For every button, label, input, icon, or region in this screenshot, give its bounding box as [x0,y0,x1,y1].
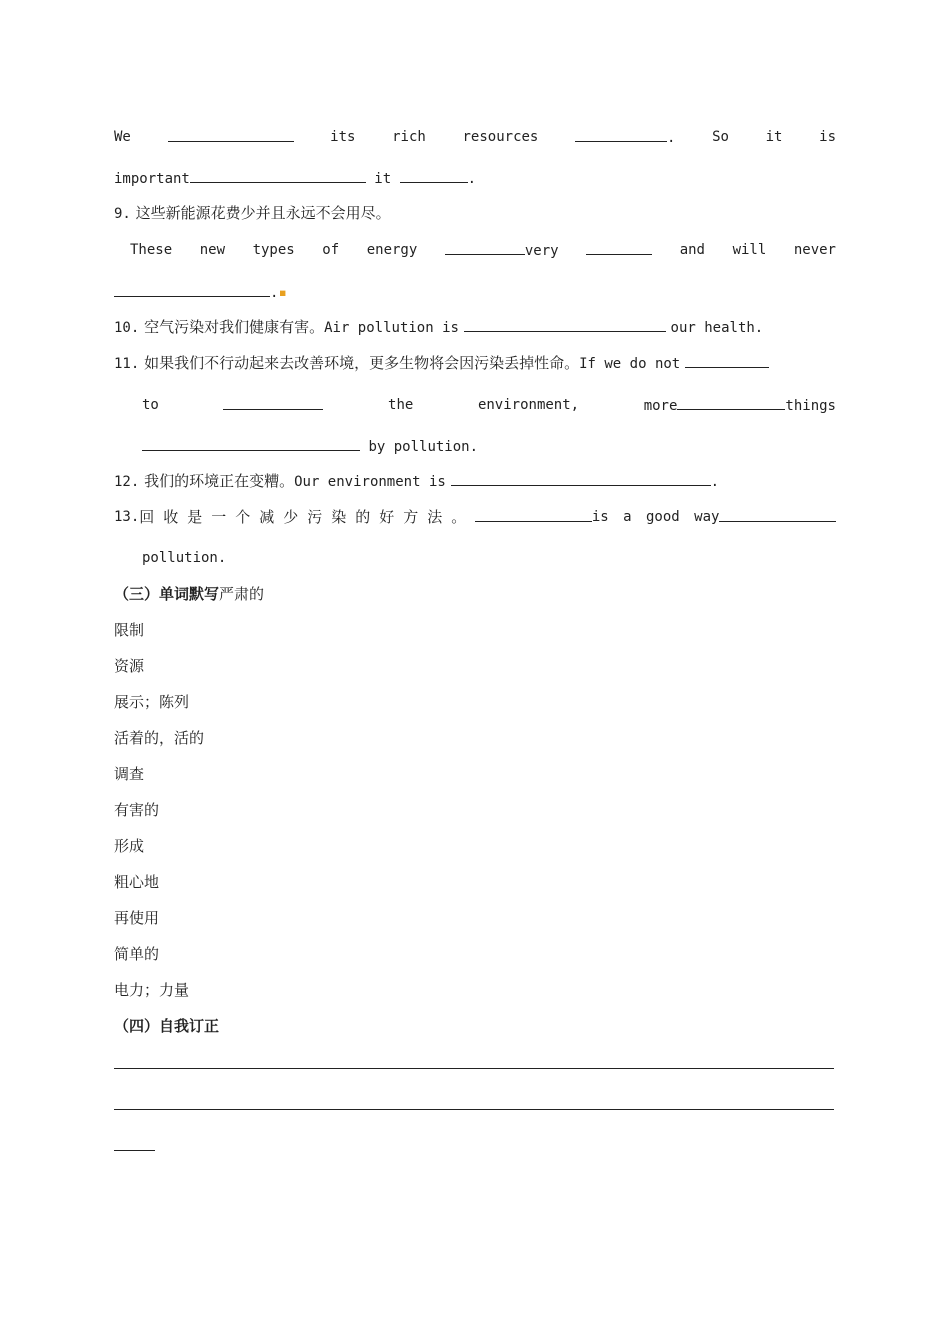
vocab-word: 再使用 [114,909,160,927]
item11-line2 [142,395,836,416]
answer-blank[interactable] [168,127,294,142]
word: important [114,171,190,187]
item8-line2 [114,168,836,189]
answer-blank[interactable] [114,282,270,297]
vocab-word: 严肃的 [219,585,265,603]
answer-blank[interactable] [719,507,836,522]
english-text: by pollution. [368,439,479,455]
word: rich [392,129,426,145]
vocab-word: 展示；陈列 [114,693,190,711]
english-text: Our environment is [294,474,446,490]
english-text: Air pollution is [324,320,459,336]
word: things [785,398,836,414]
vocab-word: 电力；力量 [114,981,190,999]
word: . [667,130,676,146]
word: So [712,129,729,145]
correction-line[interactable] [114,1068,834,1069]
vocab-word: 调查 [114,765,145,783]
answer-blank[interactable] [400,168,468,183]
item-number: 12. [114,474,140,490]
item10 [114,317,836,338]
punct: . [710,474,720,490]
word: types [252,242,295,258]
item-number: 9. [114,206,131,222]
answer-blank[interactable] [142,436,360,451]
item11-line3 [142,436,836,457]
punct: . [467,171,477,187]
word: to [142,397,159,413]
answer-blank[interactable] [575,127,667,142]
vocab-word: 活着的，活的 [114,729,205,747]
item12 [114,471,836,492]
section-title: （三）单词默写 [114,585,220,603]
item11-line1 [114,353,836,374]
answer-blank[interactable] [586,240,652,255]
word: it [765,129,783,145]
vocab-word: 限制 [114,621,145,639]
vocab-word: 资源 [114,657,145,675]
word: it [374,171,392,187]
section4-heading [114,1016,836,1036]
word: never [793,242,836,258]
mark-dot: ▪ [278,285,287,301]
item13-line2 [142,548,836,568]
chinese-prompt: 如果我们不行动起来去改善环境，更多生物将会因污染丢掉性命。 [144,354,580,372]
answer-blank[interactable] [451,471,711,486]
word: energy [366,242,418,258]
answer-blank[interactable] [685,353,769,368]
word: will [732,242,767,258]
item9-line1 [130,240,836,261]
word: is [819,129,836,145]
answer-blank[interactable] [223,395,323,410]
word: resources [462,129,539,145]
item-number: 10. [114,320,140,336]
vocab-word: 简单的 [114,945,160,963]
answer-blank[interactable] [464,317,666,332]
section3-heading [114,584,836,604]
word: very [524,243,559,259]
english-text: pollution. [142,550,227,566]
word: more [643,398,678,414]
item-number: 13. [114,509,140,525]
section-title: （四）自我订正 [114,1017,220,1035]
word: its [330,129,356,145]
word: and [679,242,705,258]
vocab-word: 粗心地 [114,873,160,891]
vocab-word: 有害的 [114,801,160,819]
answer-blank[interactable] [190,168,366,183]
word: We [114,129,131,145]
item8-line1 [114,127,836,148]
english-text: If we do not [579,356,681,372]
word: new [199,242,226,258]
answer-blank[interactable] [445,240,525,255]
answer-blank[interactable] [677,395,785,410]
english-text: is a good way [591,509,720,525]
item13-line1 [114,507,836,527]
chinese-prompt: 空气污染对我们健康有害。 [144,318,325,336]
item9-line2 [114,282,836,303]
word: the [388,397,414,413]
punct: . [270,285,279,301]
correction-line[interactable] [114,1109,834,1110]
word: of [322,242,340,258]
item-number: 11. [114,356,140,372]
word: environment, [477,397,580,413]
chinese-prompt: 这些新能源花费少并且永远不会用尽。 [135,204,391,222]
correction-line[interactable] [114,1150,155,1151]
item9-prompt [114,203,836,224]
chinese-prompt: 我们的环境正在变糟。 [144,472,295,490]
english-text: our health. [670,320,764,336]
chinese-prompt: 回收是一个减少污染的好方法。 [139,508,476,526]
vocab-word: 形成 [114,837,145,855]
word: These [130,242,173,258]
answer-blank[interactable] [475,507,592,522]
